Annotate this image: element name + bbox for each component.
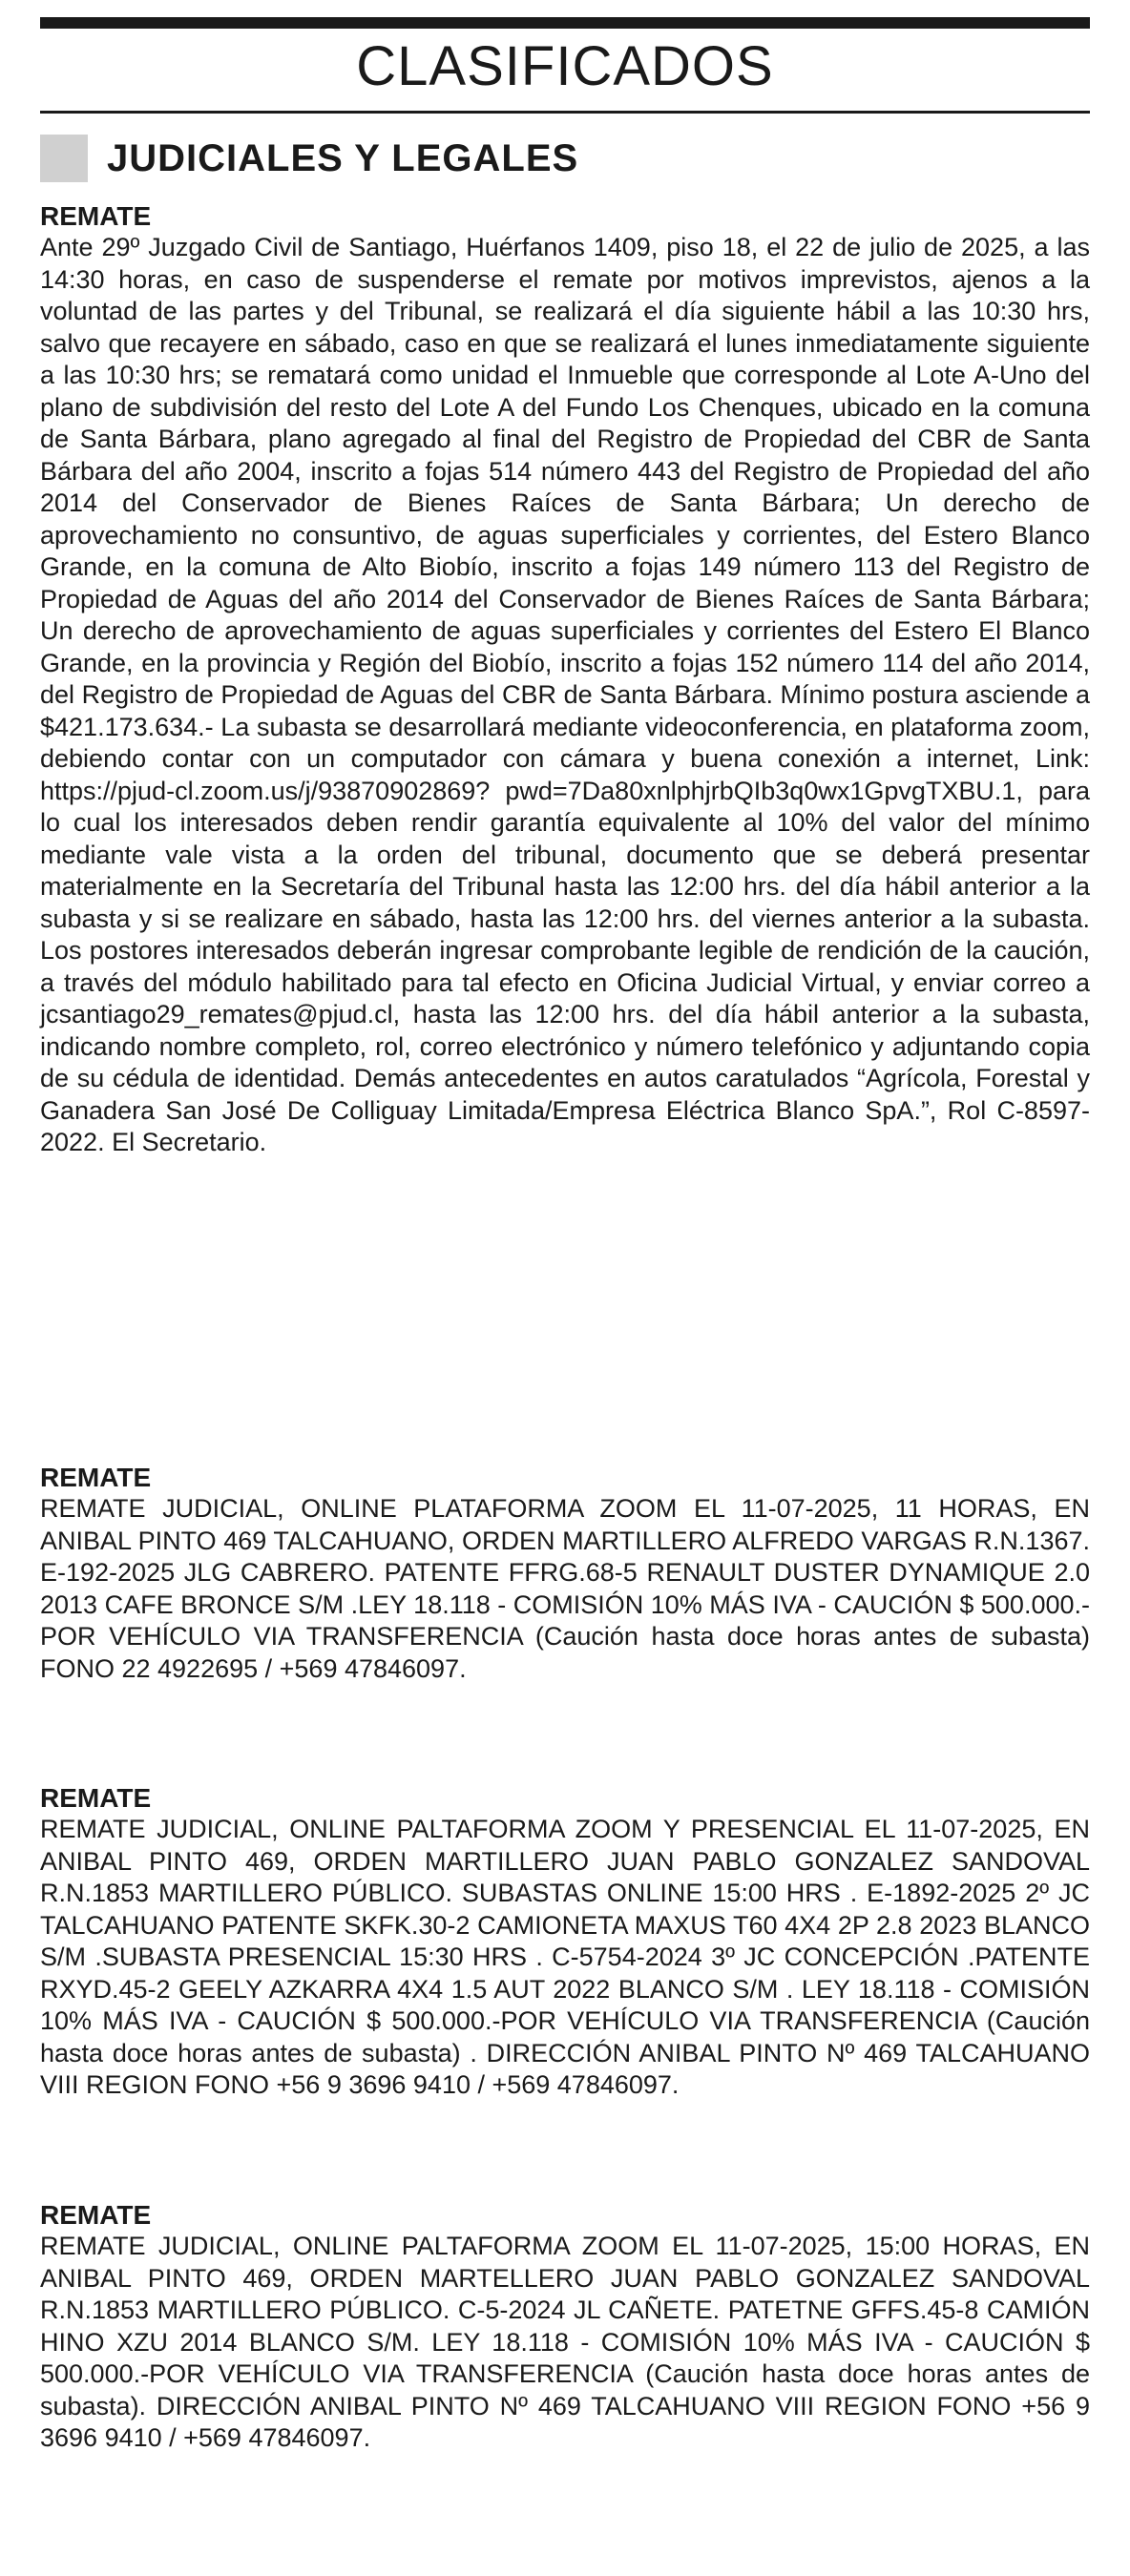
category-header (40, 132, 578, 185)
notice-body: REMATE JUDICIAL, ONLINE PALTAFORMA ZOOM EL 11-07-2025, 15:00 HORAS, EN ANIBAL PINTO 469, ORDEN MARTELLERO JUAN PABLO GONZALEZ SANDOVAL R.N.1853 MARTILLERO PÚBLICO. C-5-2024 JL CAÑETE. PATETNE GFFS.45-8 CAMIÓN HINO XZU 2014 BLANCO S/M. LEY 18.118 - COMISIÓN 10% MÁS IVA - CAUCIÓN $ 500.000.-POR VEHÍCULO VIA TRANSFERENCIA (Caución hasta doce horas antes de subasta). DIRECCIÓN ANIBAL PINTO Nº 469 TALCAHUANO VIII REGION FONO +56 9 3696 9410 / +569 47846097. (40, 2232, 1090, 2452)
section-title: CLASIFICADOS (356, 35, 774, 97)
notice-4 (40, 2199, 1090, 2455)
notice-heading: REMATE (40, 2200, 152, 2230)
category-marker-icon (40, 135, 88, 182)
notice-body: Ante 29º Juzgado Civil de Santiago, Huérfanos 1409, piso 18, el 22 de julio de 2025, a las 14:30 horas, en caso de suspenderse el remate por motivos imprevistos, ajenos a la voluntad de las partes y del Tribunal, se realizará el día siguiente hábil a las 10:30 hrs, salvo que recayere en sábado, caso en que se realizará el lunes inmediatamente siguiente a las 10:30 hrs; se rematará como unidad el Inmueble que corresponde al Lote A-Uno del plano de subdivisión del resto del Lote A del Fundo Los Chenques, ubicado en la comuna de Santa Bárbara, plano agregado al final del Registro de Propiedad del CBR de Santa Bárbara del año 2004, inscrito a fojas 514 número 443 del Registro de Propiedad del año 2014 del Conservador de Bienes Raíces de Santa Bárbara; Un derecho de aprovechamiento no consuntivo, de aguas superficiales y corrientes, del Estero Blanco Grande, en la comuna de Alto Biobío, inscrito a fojas 149 número 113 del Registro de Propiedad de Aguas del año 2014 del Conservador de Bienes Raíces de Santa Bárbara; Un derecho de aprovechamiento de aguas superficiales y corrientes del Estero El Blanco Grande, en la provincia y Región del Biobío, inscrito a fojas 152 número 114 del año 2014, del Registro de Propiedad de Aguas del CBR de Santa Bárbara. Mínimo postura asciende a $421.173.634.- La subasta se desarrollará mediante videoconferencia, en plataforma zoom, debiendo contar con un computador con cámara y buena conexión a internet, Link: https://pjud-cl.zoom.us/j/93870902869? pwd=7Da80xnlphjrbQIb3q0wx1GpvgTXBU.1, para lo cual los interesados deben rendir garantía equivalente al 10% del valor del mínimo mediante vale vista a la orden del tribunal, documento que se deberá presentar materialmente en la Secretaría del Tribunal hasta las 12:00 hrs. del día hábil anterior a la subasta y si se realizare en sábado, hasta las 12:00 hrs. del viernes anterior a la subasta. Los postores interesados deberán ingresar comprobante legible de rendición de la caución, a través del módulo habilitado para tal efecto en Oficina Judicial Virtual, y enviar correo a jcsantiago29_remates@pjud.cl, hasta las 12:00 hrs. del día hábil anterior a la subasta, indicando nombre completo, rol, correo electrónico y número telefónico y adjuntando copia de su cédula de identidad. Demás antecedentes en autos caratulados “Agrícola, Forestal y Ganadera San José De Colliguay Limitada/Empresa Eléctrica Blanco SpA.”, Rol C-8597-2022. El Secretario. (40, 233, 1090, 1156)
notice-heading: REMATE (40, 1783, 152, 1813)
notice-1 (40, 200, 1090, 1159)
title-rule (40, 111, 1090, 114)
notice-heading: REMATE (40, 1463, 152, 1492)
notice-3 (40, 1782, 1090, 2102)
top-rule (40, 17, 1090, 29)
notice-heading: REMATE (40, 201, 152, 231)
notice-body: REMATE JUDICIAL, ONLINE PALTAFORMA ZOOM Y PRESENCIAL EL 11-07-2025, EN ANIBAL PINTO 469, ORDEN MARTILLERO JUAN PABLO GONZALEZ SANDOVAL R.N.1853 MARTILLERO PÚBLICO. SUBASTAS ONLINE 15:00 HRS . E-1892-2025 2º JC TALCAHUANO PATENTE SKFK.30-2 CAMIONETA MAXUS T60 4X4 2P 2.8 2023 BLANCO S/M .SUBASTA PRESENCIAL 15:30 HRS . C-5754-2024 3º JC CONCEPCIÓN .PATENTE RXYD.45-2 GEELY AZKARRA 4X4 1.5 AUT 2022 BLANCO S/M . LEY 18.118 - COMISIÓN 10% MÁS IVA - CAUCIÓN $ 500.000.-POR VEHÍCULO VIA TRANSFERENCIA (Caución hasta doce horas antes de subasta) . DIRECCIÓN ANIBAL PINTO Nº 469 TALCAHUANO VIII REGION FONO +56 9 3696 9410 / +569 47846097. (40, 1815, 1090, 2099)
notice-2 (40, 1462, 1090, 1685)
category-label: JUDICIALES Y LEGALES (107, 136, 579, 179)
notice-body: REMATE JUDICIAL, ONLINE PLATAFORMA ZOOM EL 11-07-2025, 11 HORAS, EN ANIBAL PINTO 469 TALCAHUANO, ORDEN MARTILLERO ALFREDO VARGAS R.N.1367. E-192-2025 JLG CABRERO. PATENTE FFRG.68-5 RENAULT DUSTER DYNAMIQUE 2.0 2013 CAFE BRONCE S/M .LEY 18.118 - COMISIÓN 10% MÁS IVA - CAUCIÓN $ 500.000.-POR VEHÍCULO VIA TRANSFERENCIA (Caución hasta doce horas antes de subasta) FONO 22 4922695 / +569 47846097. (40, 1494, 1090, 1683)
